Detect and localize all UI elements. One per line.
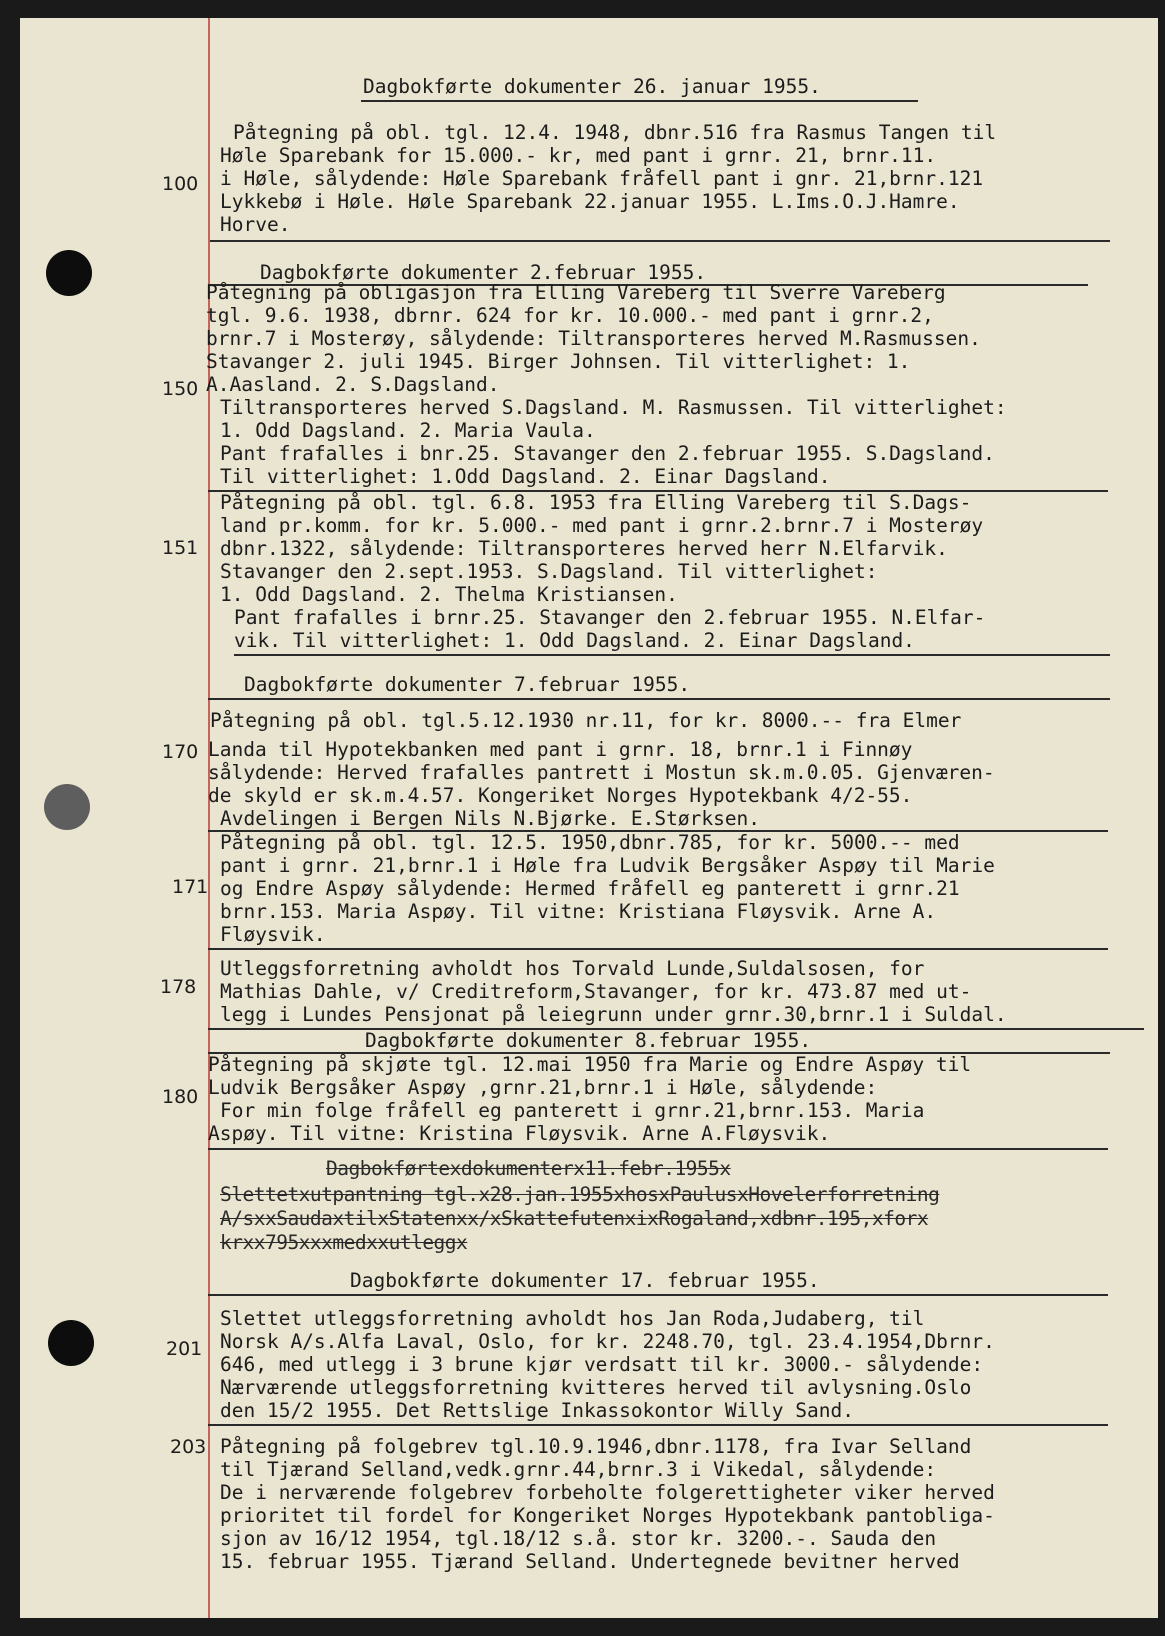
entry-line: til Tjærand Selland,vedk.grnr.44,brnr.3 i Vikedal, sålydende: xyxy=(220,1458,937,1481)
entry-line: Ludvik Bergsåker Aspøy ,grnr.21,brnr.1 i Høle, sålydende: xyxy=(208,1076,878,1099)
entry-line: Horve. xyxy=(220,213,291,236)
entry-line: Utleggsforretning avholdt hos Torvald Lunde,Suldalsosen, for xyxy=(220,957,925,980)
entry-line: 1. Odd Dagsland. 2. Maria Vaula. xyxy=(220,419,596,442)
struck-line: Slettetxutpantning tgl.x28.jan.1955xhosxPaulusxHovelerforretning xyxy=(220,1183,940,1206)
entry-line: Stavanger 2. juli 1945. Birger Johnsen. Til vitterlighet: 1. xyxy=(206,350,911,373)
section-rule xyxy=(208,1424,1108,1426)
entry-line: Slettet utleggsforretning avholdt hos Jan Roda,Judaberg, til xyxy=(220,1307,925,1330)
entry-line: brnr.7 i Mosterøy, sålydende: Tiltransporteres herved M.Rasmussen. xyxy=(206,327,981,350)
struck-line: Dagbokførtexdokumenterx11.febr.1955x xyxy=(326,1157,731,1180)
section-heading: Dagbokførte dokumenter 7.februar 1955. xyxy=(244,673,691,696)
heading-underline xyxy=(208,1294,1108,1296)
entry-line: Lykkebø i Høle. Høle Sparebank 22.januar 1955. L.Ims.O.J.Hamre. xyxy=(220,190,960,213)
section-rule xyxy=(208,948,1108,950)
entry-number: 180 xyxy=(162,1086,199,1108)
entry-line: De i nerværende folgebrev forbeholte folgerettigheter viker herved xyxy=(220,1481,995,1504)
entry-line: tgl. 9.6. 1938, dbrnr. 624 for kr. 10.000.- med pant i grnr.2, xyxy=(206,304,934,327)
heading-underline xyxy=(361,100,918,102)
entry-line: Fløysvik. xyxy=(220,923,326,946)
entry-line: 15. februar 1955. Tjærand Selland. Undertegnede bevitner herved xyxy=(220,1550,960,1573)
entry-line: Til vitterlighet: 1.Odd Dagsland. 2. Einar Dagsland. xyxy=(220,465,831,488)
entry-line: Påtegning på skjøte tgl. 12.mai 1950 fra Marie og Endre Aspøy til xyxy=(208,1053,972,1076)
entry-line: den 15/2 1955. Det Rettslige Inkassokontor Willy Sand. xyxy=(220,1399,854,1422)
entry-line: Stavanger den 2.sept.1953. S.Dagsland. Til vitterlighet: xyxy=(220,560,878,583)
entry-number: 201 xyxy=(166,1338,203,1360)
entry-line: Påtegning på obl. tgl. 12.4. 1948, dbnr.516 fra Rasmus Tangen til xyxy=(233,121,997,144)
entry-line: Påtegning på obl. tgl.5.12.1930 nr.11, for kr. 8000.-- fra Elmer xyxy=(210,709,962,732)
entry-line: Påtegning på folgebrev tgl.10.9.1946,dbnr.1178, fra Ivar Selland xyxy=(220,1435,972,1458)
entry-line: Høle Sparebank for 15.000.- kr, med pant i grnr. 21, brnr.11. xyxy=(220,144,937,167)
entry-line: A.Aasland. 2. S.Dagsland. xyxy=(206,373,500,396)
entry-line: Nærværende utleggsforretning kvitteres herved til avlysning.Oslo xyxy=(220,1376,972,1399)
document-page xyxy=(20,18,1158,1618)
entry-line: i Høle, sålydende: Høle Sparebank fråfell pant i gnr. 21,brnr.121 xyxy=(220,167,984,190)
entry-line: Mathias Dahle, v/ Creditreform,Stavanger, for kr. 473.87 med ut- xyxy=(220,980,972,1003)
struck-line: krxx795xxxmedxxutleggx xyxy=(220,1231,468,1254)
section-heading: Dagbokførte dokumenter 26. januar 1955. xyxy=(363,75,821,98)
entry-line: Pant frafalles i bnr.25. Stavanger den 2.februar 1955. S.Dagsland. xyxy=(220,442,995,465)
entry-line: land pr.komm. for kr. 5.000.- med pant i grnr.2.brnr.7 i Mosterøy xyxy=(220,514,984,537)
entry-line: 1. Odd Dagsland. 2. Thelma Kristiansen. xyxy=(220,583,678,606)
entry-number: 203 xyxy=(170,1436,207,1458)
section-heading: Dagbokførte dokumenter 8.februar 1955. xyxy=(365,1029,812,1052)
entry-line: dbnr.1322, sålydende: Tiltransporteres herved herr N.Elfarvik. xyxy=(220,537,948,560)
entry-line: Aspøy. Til vitne: Kristina Fløysvik. Arne A.Fløysvik. xyxy=(208,1122,831,1145)
entry-line: Påtegning på obligasjon fra Elling Vareberg til Sverre Vareberg xyxy=(206,281,946,304)
entry-line: og Endre Aspøy sålydende: Hermed fråfell eg panterett i grnr.21 xyxy=(220,877,960,900)
entry-number: 150 xyxy=(162,378,199,400)
entry-line: sjon av 16/12 1954, tgl.18/12 s.å. stor kr. 3200.-. Sauda den xyxy=(220,1527,937,1550)
struck-line: A/sxxSaudaxtilxStatenxx/xSkattefutenxixRogaland,xdbnr.195,xforx xyxy=(220,1207,929,1230)
margin-rule xyxy=(208,18,210,1618)
entry-line: Tiltransporteres herved S.Dagsland. M. Rasmussen. Til vitterlighet: xyxy=(220,396,1007,419)
entry-number: 171 xyxy=(172,876,209,898)
heading-underline xyxy=(208,698,1110,700)
section-rule xyxy=(210,240,1110,242)
section-heading: Dagbokførte dokumenter 17. februar 1955. xyxy=(350,1269,820,1292)
entry-line: vik. Til vitterlighet: 1. Odd Dagsland. 2. Einar Dagsland. xyxy=(234,629,915,652)
entry-line: Landa til Hypotekbanken med pant i grnr. 18, brnr.1 i Finnøy xyxy=(208,738,913,761)
entry-number: 178 xyxy=(160,976,197,998)
entry-line: prioritet til fordel for Kongeriket Norges Hypotekbank pantobliga- xyxy=(220,1504,995,1527)
entry-line: sålydende: Herved frafalles pantrett i Mostun sk.m.0.05. Gjenværen- xyxy=(208,761,995,784)
entry-line: Pant frafalles i brnr.25. Stavanger den 2.februar 1955. N.Elfar- xyxy=(234,606,986,629)
section-rule xyxy=(234,654,1110,656)
entry-line: 646, med utlegg i 3 brune kjør verdsatt til kr. 3000.- sålydende: xyxy=(220,1353,984,1376)
entry-line: Avdelingen i Bergen Nils N.Bjørke. E.Størksen. xyxy=(220,807,761,830)
entry-number: 100 xyxy=(162,173,199,195)
section-heading: Dagbokførte dokumenter 2.februar 1955. xyxy=(260,261,707,284)
entry-line: legg i Lundes Pensjonat på leiegrunn under grnr.30,brnr.1 i Suldal. xyxy=(220,1003,1007,1026)
section-rule xyxy=(208,1148,1108,1150)
entry-number: 151 xyxy=(162,537,199,559)
entry-line: Påtegning på obl. tgl. 6.8. 1953 fra Elling Vareberg til S.Dags- xyxy=(220,491,972,514)
entry-line: de skyld er sk.m.4.57. Kongeriket Norges Hypotekbank 4/2-55. xyxy=(208,784,913,807)
entry-line: Norsk A/s.Alfa Laval, Oslo, for kr. 2248.70, tgl. 23.4.1954,Dbrnr. xyxy=(220,1330,995,1353)
entry-number: 170 xyxy=(162,741,199,763)
typed-text xyxy=(20,18,1007,1618)
entry-line: For min folge fråfell eg panterett i grnr.21,brnr.153. Maria xyxy=(220,1099,925,1122)
entry-line: pant i grnr. 21,brnr.1 i Høle fra Ludvik Bergsåker Aspøy til Marie xyxy=(220,854,995,877)
entry-line: Påtegning på obl. tgl. 12.5. 1950,dbnr.785, for kr. 5000.-- med xyxy=(220,831,960,854)
entry-line: brnr.153. Maria Aspøy. Til vitne: Kristiana Fløysvik. Arne A. xyxy=(220,900,937,923)
